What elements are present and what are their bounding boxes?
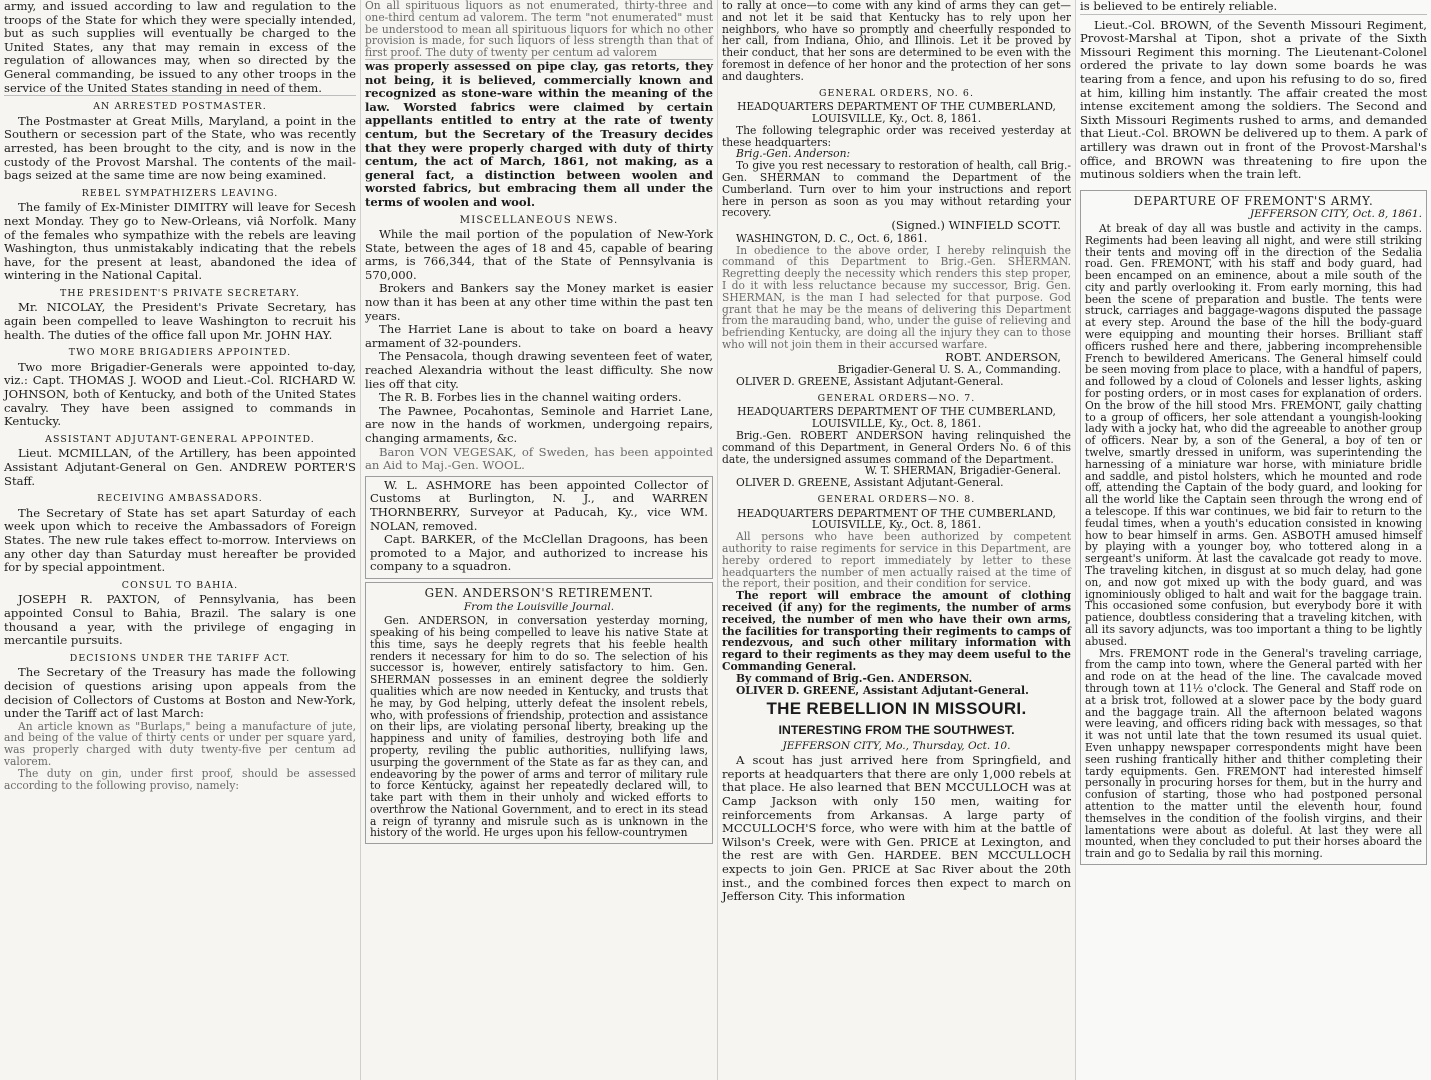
- addressee: Brig.-Gen. Anderson:: [736, 147, 851, 161]
- signature: OLIVER D. GREENE, Assistant Adjutant-General.: [736, 375, 1004, 389]
- headquarters-line: HEADQUARTERS DEPARTMENT OF THE CUMBERLAND, LOUISVILLE, Ky., Oct. 8, 1861.: [737, 405, 1056, 431]
- article-text: W. L. ASHMORE has been appointed Collector of Customs at Burlington, N. J., and WARREN THORNBERRY, Surveyor at Paducah, Ky., vice WM. NOLAN, removed.: [370, 477, 708, 533]
- signature: ROBT. ANDERSON,: [945, 349, 1061, 364]
- headline-general-orders-8: GENERAL ORDERS—NO. 8.: [817, 494, 976, 506]
- article-text: Brig.-Gen. ROBERT ANDERSON having relinquished the command of this Department, in General Orders No. 6 of this date, the undersigned assumes command of the Department.: [722, 429, 1071, 466]
- headline-general-orders-6: GENERAL ORDERS, NO. 6.: [818, 87, 975, 99]
- article-text: Gen. ANDERSON, in conversation yesterday morning, speaking of his being compelled to leave his native State at this time, says he deeply regrets that his feeble health renders it necessary for him to do so. The selection of his successor is, however, entirely satisfactory to him. Gen. SHERMAN possesses in an eminent degree the soldierly qualities which are now needed in Kentucky, and trusts that he may, by God helping, utterly defeat the insolent rebels, who, with professions of friendship, protection and assistance on their lips, are violating personal liberty, breaking up the happiness and unity of families, destroying both life and property, reviling the public authorities, nullifying laws, usurping the government of the State as far as they can, and endeavoring by the power of arms and terror of military rule to force Kentucky, against her repeatedly declared will, to take part with them in their unholy and wicked efforts to overthrow the National Government, and to erect in its stead a reign of tyranny and misrule such as is unknown in the history of the world. He urges upon his fellow-countrymen: [370, 614, 708, 840]
- dateline: JEFFERSON CITY, Oct. 8, 1861.: [1249, 208, 1422, 221]
- article-text: The duty on gin, under first proof, should be assessed according to the following proviso, namely:: [4, 766, 356, 792]
- article-text: The Postmaster at Great Mills, Maryland, a point in the Southern or secession part of the State, who was recently arrested, has been brought to the city, and is now in the custody of the Provost Marshal. The contents of the mail-bags seized at the same time are now being examined.: [4, 113, 356, 183]
- headquarters-line: HEADQUARTERS DEPARTMENT OF THE CUMBERLAND, LOUISVILLE, Ky., Oct. 8, 1861.: [737, 506, 1056, 532]
- article-text: To give you rest necessary to restoration of health, call Brig.-Gen. SHERMAN to command the Department of the Cumberland. Turn over to him your instructions and report here in person as soon as you may without retarding your recovery.: [722, 159, 1071, 220]
- article-text: The family of Ex-Minister DIMITRY will leave for Secesh next Monday. They go to New-Orleans, viâ Norfolk. Many of the females who sympathize with the rebels are leaving Washington, thus unmistakably indicating that the rebels have, for the present at least, abandoned the idea of wintering in the National Capital.: [4, 200, 356, 283]
- headline-miscellaneous: MISCELLANEOUS NEWS.: [459, 214, 619, 226]
- headquarters-line: HEADQUARTERS DEPARTMENT OF THE CUMBERLAND, LOUISVILLE, Ky., Oct. 8, 1861.: [737, 100, 1056, 125]
- article-text: The Harriet Lane is about to take on board a heavy armament of 32-pounders.: [365, 322, 713, 350]
- signature: (Signed.) WINFIELD SCOTT.: [891, 218, 1061, 233]
- clipping-spirits: [365, 0, 713, 60]
- column-1: [0, 0, 360, 1080]
- article-text: Mr. NICOLAY, the President's Private Secretary, has again been compelled to leave Washington to recruit his health. The duties of the office fall upon Mr. JOHN HAY.: [4, 300, 356, 342]
- article-text: was properly assessed on pipe clay, gas retorts, they not being, it is believed, commercially known and recognized as stone-ware within the meaning of the law. Worsted fabrics were claimed by certain appellants entitled to entry at the rate of twenty centum, but the Secretary of the Treasury decides that they were properly charged with duty of thirty centum, the act of March, 1861, not making, as a general fact, a distinction between woolen and worsted fabrics, but embracing them all under the terms of woolen and wool.: [365, 58, 713, 209]
- clipping-anderson-retirement: [365, 582, 713, 844]
- headline-fremont-departure: DEPARTURE OF FREMONT'S ARMY.: [1133, 193, 1374, 208]
- signature-rank: Brigadier-General U. S. A., Commanding.: [837, 363, 1061, 377]
- article-text: At break of day all was bustle and activity in the camps. Regiments had been leaving all night, and were still striking their tents and moving off in the direction of the Sedalia road. Gen. FREMONT, with his staff and body guard, had been encamped on an eminence, about a mile south of the city and partly overlooking it. From early morning, this had been the scene of preparation and bustle. The tents were struck, carriages and baggage-wagons disputed the passage at every step. Around the base of the hill the body-guard were equipping and mounting their horses. Brilliant staff officers rushed here and there, jabbering incomprehensible French to bewildered Americans. The General himself could be seen moving from place to place, with a handful of papers, and followed by a cloud of Colonels and lesser lights, asking for posting orders, or in most cases for explanation of orders. On the brow of the hill stood Mrs. FREMONT, gaily chatting to a group of officers, her sole attendant a youngish-looking lady with a jocky hat, who did the agreeable to another group of officers. Near by, a son of the General, a boy of ten or twelve, smartly dressed in uniform, was superintending the harnessing of a miniature war horse, with miniature bridle and saddle, and pistol holsters, which he mounted and rode off, attending the Captain of the body guard, and looking for all the world like the Captain seen through the wrong end of a telescope. If this war continues, we bid fair to return to the feudal times, when a youth's education consisted in knowing how to bear himself in arms. Gen. ASBOTH amused himself by playing with a younger boy, who tottered along in a sergeant's uniform. At last the cavalcade got ready to move. The traveling kitchen, in disgust at so much delay, had gone on, and now got mixed up with the body guard, and was ignominiously obliged to halt and wait for the baggage train. This occasioned some confusion, but everybody bore it with patience, doubtless considering that a traveling kitchen, with all its savory adjuncts, was too important a thing to be lightly abused.: [1085, 221, 1422, 648]
- headline-anderson-retirement: GEN. ANDERSON'S RETIREMENT.: [424, 585, 654, 600]
- headline-consul: CONSUL TO BAHIA.: [121, 579, 239, 591]
- clipping-fremont-departure: [1080, 190, 1427, 865]
- article-text: While the mail portion of the population of New-York State, between the ages of 18 and 45, capable of bearing arms, is 766,344, that of the State of Pennsylvania is 570,000.: [365, 227, 713, 282]
- article-text: army, and issued according to law and regulation to the troops of the State for which they were specially intended, but as such supplies will eventually be charged to the United States, any that may remain in excess of the regulation of allowances may, when so directed by the General commanding, be issued to any other troops in the service of the United States standing in need of them.: [4, 0, 356, 95]
- article-text: Brokers and Bankers say the Money market is easier now than it has been at any other time within the past ten years.: [365, 281, 713, 323]
- headline-ambassadors: RECEIVING AMBASSADORS.: [97, 493, 263, 505]
- article-text: JOSEPH R. PAXTON, of Pennsylvania, has been appointed Consul to Bahia, Brazil. The salary is one thousand a year, with the privilege of engaging in mercantile pursuits.: [4, 592, 356, 648]
- article-text: Lieut. MCMILLAN, of the Artillery, has been appointed Assistant Adjutant-General on Gen. ANDREW PORTER'S Staff.: [4, 446, 356, 488]
- headline-adjutant: ASSISTANT ADJUTANT-GENERAL APPOINTED.: [45, 433, 315, 445]
- column-2: [361, 0, 717, 1080]
- headline-rebel-sympathizers: REBEL SYMPATHIZERS LEAVING.: [81, 187, 279, 199]
- article-text: On all spirituous liquors as not enumerated, thirty-three and one-third centum ad valorem. The term "not enumerated" must be understood to mean all spirituous liquors for which no other provision is made, for such liquors of less strength than that of first proof. The duty of twenty per centum ad valorem: [365, 0, 713, 60]
- clipping-intro: [4, 0, 356, 96]
- headline-arrested-postmaster: AN ARRESTED POSTMASTER.: [93, 101, 267, 113]
- article-text: Two more Brigadier-Generals were appointed to-day, viz.: Capt. THOMAS J. WOOD and Lieut.-Col. RICHARD W. JOHNSON, both of Kentucky, and both of the United States cavalry. They have been assigned to commands in Kentucky.: [4, 359, 356, 429]
- article-text: An article known as "Burlaps," being a manufacture of jute, and being of the value of thirty cents or under per square yard, was properly charged with duty twenty-five per centum ad valorem.: [4, 719, 356, 769]
- headline-tariff: DECISIONS UNDER THE TARIFF ACT.: [69, 652, 291, 664]
- clipping-reliable: [1080, 0, 1427, 15]
- article-text: In obedience to the above order, I hereby relinquish the command of this Department to Brig.-Gen. SHERMAN. Regretting deeply the necessity which renders this step proper, I do it with less reluctance because my successor, Brig. Gen. SHERMAN, is the man I had selected for that purpose. God grant that he may be the means of delivering this Department from the marauding band, who, under the guise of relieving and befriending Kentucky, are doing all the injury they can to those who will not join them in their accursed warfare.: [722, 243, 1071, 351]
- dateline: JEFFERSON CITY, Mo., Thursday, Oct. 10.: [782, 739, 1011, 752]
- article-text: The Secretary of the Treasury has made the following decision of questions arising upon appeals from the decision of Collectors of Customs at Boston and New-York, under the Tariff act of last March:: [4, 665, 356, 721]
- article-text: is believed to be entirely reliable.: [1080, 0, 1278, 13]
- clipping-appointments: [365, 476, 713, 579]
- article-text: The Secretary of State has set apart Saturday of each week upon which to receive the Ambassadors of Foreign States. The new rule takes effect to-morrow. Interviews on any other day than Saturday must hereafter be provided for by special appointment.: [4, 505, 356, 575]
- article-text: All persons who have been authorized by competent authority to raise regiments for service in this Department, are hereby ordered to report immediately by letter to these headquarters the number of men actually raised at the time of the report, their position, and their condition for service.: [722, 530, 1071, 591]
- signature: By command of Brig.-Gen. ANDERSON.: [736, 671, 973, 685]
- article-text: The Pensacola, though drawing seventeen feet of water, reached Alexandria without the least difficulty. She now lies off that city.: [365, 349, 713, 391]
- signature: OLIVER D. GREENE, Assistant Adjutant-General.: [736, 683, 1029, 697]
- article-text: to rally at once—to come with any kind of arms they can get—and not let it be said that Kentucky has to rely upon her neighbors, who have so promptly and cheerfully responded to her call, from Indiana, Ohio, and Illinois. Let it be proved by their conduct, that her sons are determined to be even with the foremost in defence of her honor and the protection of her sons and daughters.: [722, 0, 1071, 83]
- headline-rebellion-missouri: THE REBELLION IN MISSOURI.: [766, 699, 1027, 719]
- signature: OLIVER D. GREENE, Assistant Adjutant-General.: [736, 476, 1004, 490]
- article-text: The following telegraphic order was received yesterday at these headquarters:: [722, 123, 1071, 149]
- article-text: The Pawnee, Pocahontas, Seminole and Harriet Lane, are now in the hands of workmen, undergoing repairs, changing armaments, &c.: [365, 403, 713, 446]
- article-text: A scout has just arrived here from Springfield, and reports at headquarters that there are only 1,000 rebels at that place. He also learned that BEN MCCULLOCH was at Camp Jackson with only 150 men, waiting for reinforcements from Arkansas. A large party of MCCULLOCH'S force, who were with him at the battle of Wilson's Creek, were with Gen. PRICE at Lexington, and the rest are with Gen. HARDEE. BEN MCCULLOCH expects to join Gen. PRICE at Sac River about the 20th inst., and the combined forces then expect to march on Jefferson City. This information: [722, 753, 1071, 904]
- signature: W. T. SHERMAN, Brigadier-General.: [864, 464, 1061, 478]
- article-text: Mrs. FREMONT rode in the General's traveling carriage, from the camp into town, where the General parted with her and rode on at the head of the line. The cavalcade moved through town at 11½ o'clock. The General and Staff rode on at a brisk trot, followed at a slower pace by the body guard and the baggage train. All the afternoon belated wagons were leaving, and officers riding back with messages, so that it was not until late that the town resumed its usual quiet. Even unhappy newspaper correspondents might have been seen rushing frantically hither and thither completing their tardy equipments. Gen. FREMONT had interested himself personally in procuring horses for them, but in the hurry and confusion of starting, those who had postponed personal attention to the matter until the eleventh hour, found themselves in the condition of the foolish virgins, and their lamentations were about as doleful. At last they were all mounted, when they concluded to put their horses aboard the train and go to Sedalia by rail this morning.: [1085, 646, 1422, 861]
- article-text: The R. B. Forbes lies in the channel waiting orders.: [379, 390, 682, 405]
- article-text: Baron VON VEGESAK, of Sweden, has been appointed an Aid to Maj.-Gen. WOOL.: [365, 444, 713, 473]
- article-text: The report will embrace the amount of clothing received (if any) for the regiments, the number of arms received, the number of men who have their own arms, the facilities for transporting their regiments to camps of rendezvous, and such other military information with regard to their regiments as they may deem useful to the Commanding General.: [722, 589, 1071, 674]
- headline-general-orders-7: GENERAL ORDERS—NO. 7.: [817, 392, 976, 404]
- column-4: [1076, 0, 1431, 1080]
- source-line: From the Louisville Journal.: [463, 600, 615, 613]
- headline-private-secretary: THE PRESIDENT'S PRIVATE SECRETARY.: [60, 287, 300, 299]
- headline-brigadiers: TWO MORE BRIGADIERS APPOINTED.: [68, 347, 292, 359]
- headline-southwest: INTERESTING FROM THE SOUTHWEST.: [778, 723, 1015, 737]
- column-3: [718, 0, 1075, 1080]
- dateline: WASHINGTON, D. C., Oct. 6, 1861.: [736, 231, 928, 245]
- article-text: Lieut.-Col. BROWN, of the Seventh Missouri Regiment, Provost-Marshal at Tipon, shot a private of the Sixth Missouri Regiment this morning. The Lieutenant-Colonel ordered the private to lay down some boards he was tearing from a fence, and upon his refusing to do so, fired at him, killing him instantly. The affair created the most intense excitement among the soldiers. The Second and Sixth Missouri Regiments rushed to arms, and demanded that Lieut.-Col. BROWN be delivered up to them. A park of artillery was drawn out in front of the Provost-Marshal's office, and BROWN was threatening to fire upon the mutinous soldiers when the train left.: [1080, 17, 1427, 182]
- article-text: Capt. BARKER, of the McClellan Dragoons, has been promoted to a Major, and authorized to increase his company to a squadron.: [370, 532, 708, 574]
